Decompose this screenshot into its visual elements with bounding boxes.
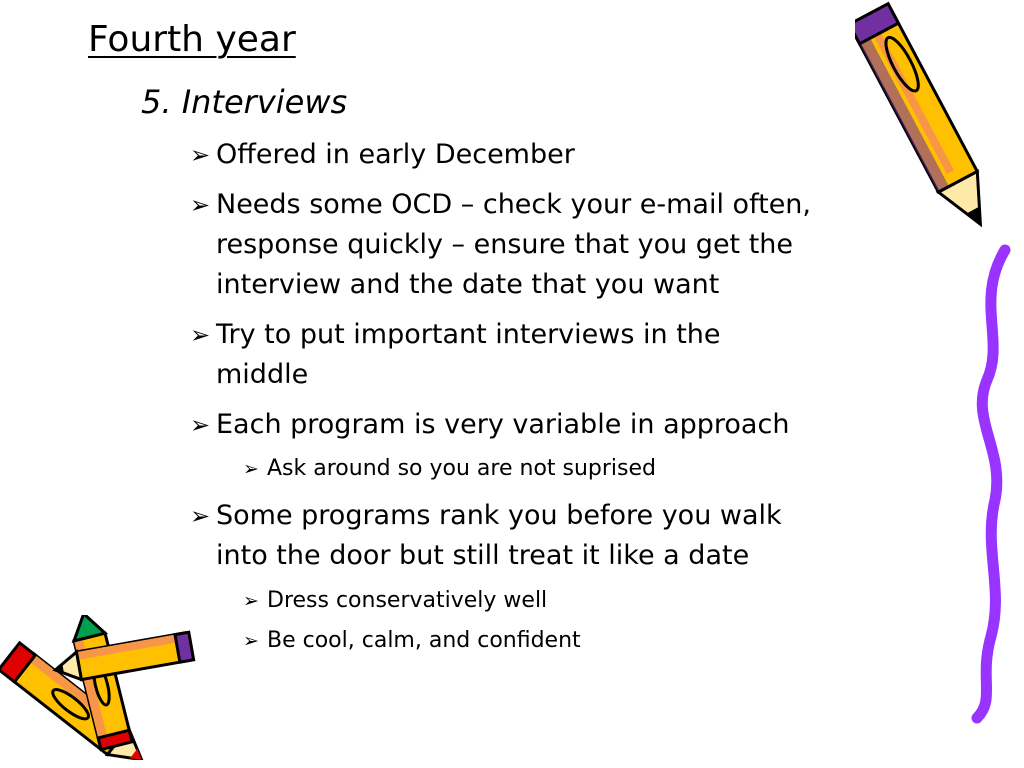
bullet-text: Offered in early December bbox=[216, 139, 575, 170]
subbullet-item bbox=[243, 626, 581, 656]
subbullet-text: Ask around so you are not suprised bbox=[267, 456, 657, 481]
bullet-item bbox=[190, 496, 930, 576]
wavy-line-icon bbox=[977, 250, 1005, 718]
subbullet-text: Be cool, calm, and confident bbox=[267, 628, 581, 653]
crossed-pencils-clipart-icon bbox=[0, 615, 205, 760]
arrow-bullet-icon: ➢ bbox=[190, 191, 211, 219]
bullet-text: Each program is very variable in approach bbox=[216, 409, 790, 440]
pencil-clipart-icon bbox=[855, 0, 1020, 725]
bullet-text: Needs some OCD – check your e-mail often, bbox=[216, 189, 812, 220]
arrow-bullet-icon: ➢ bbox=[190, 141, 211, 169]
subbullet-text: Dress conservatively well bbox=[267, 588, 548, 613]
subbullet-item bbox=[243, 454, 656, 484]
subbullet-item bbox=[243, 586, 547, 616]
bullet-item bbox=[190, 405, 930, 445]
bullet-text: Some programs rank you before you walk bbox=[216, 500, 782, 531]
pencil-icon bbox=[855, 4, 1000, 235]
slide-title: Fourth year bbox=[88, 19, 296, 60]
arrow-bullet-icon: ➢ bbox=[243, 630, 259, 652]
bullet-item bbox=[190, 185, 930, 305]
bullet-item bbox=[190, 315, 930, 395]
arrow-bullet-icon: ➢ bbox=[243, 458, 259, 480]
arrow-bullet-icon: ➢ bbox=[190, 502, 211, 530]
bullet-text: response quickly – ensure that you get the bbox=[216, 229, 794, 260]
bullet-item bbox=[190, 135, 930, 175]
arrow-bullet-icon: ➢ bbox=[243, 590, 259, 612]
slide-subtitle: 5. Interviews bbox=[141, 83, 348, 121]
arrow-bullet-icon: ➢ bbox=[190, 321, 211, 349]
bullet-text: interview and the date that you want bbox=[216, 269, 720, 300]
bullet-text: into the door but still treat it like a date bbox=[216, 540, 750, 571]
arrow-bullet-icon: ➢ bbox=[190, 411, 211, 439]
bullet-text: middle bbox=[216, 359, 309, 390]
bullet-text: Try to put important interviews in the bbox=[216, 319, 721, 350]
